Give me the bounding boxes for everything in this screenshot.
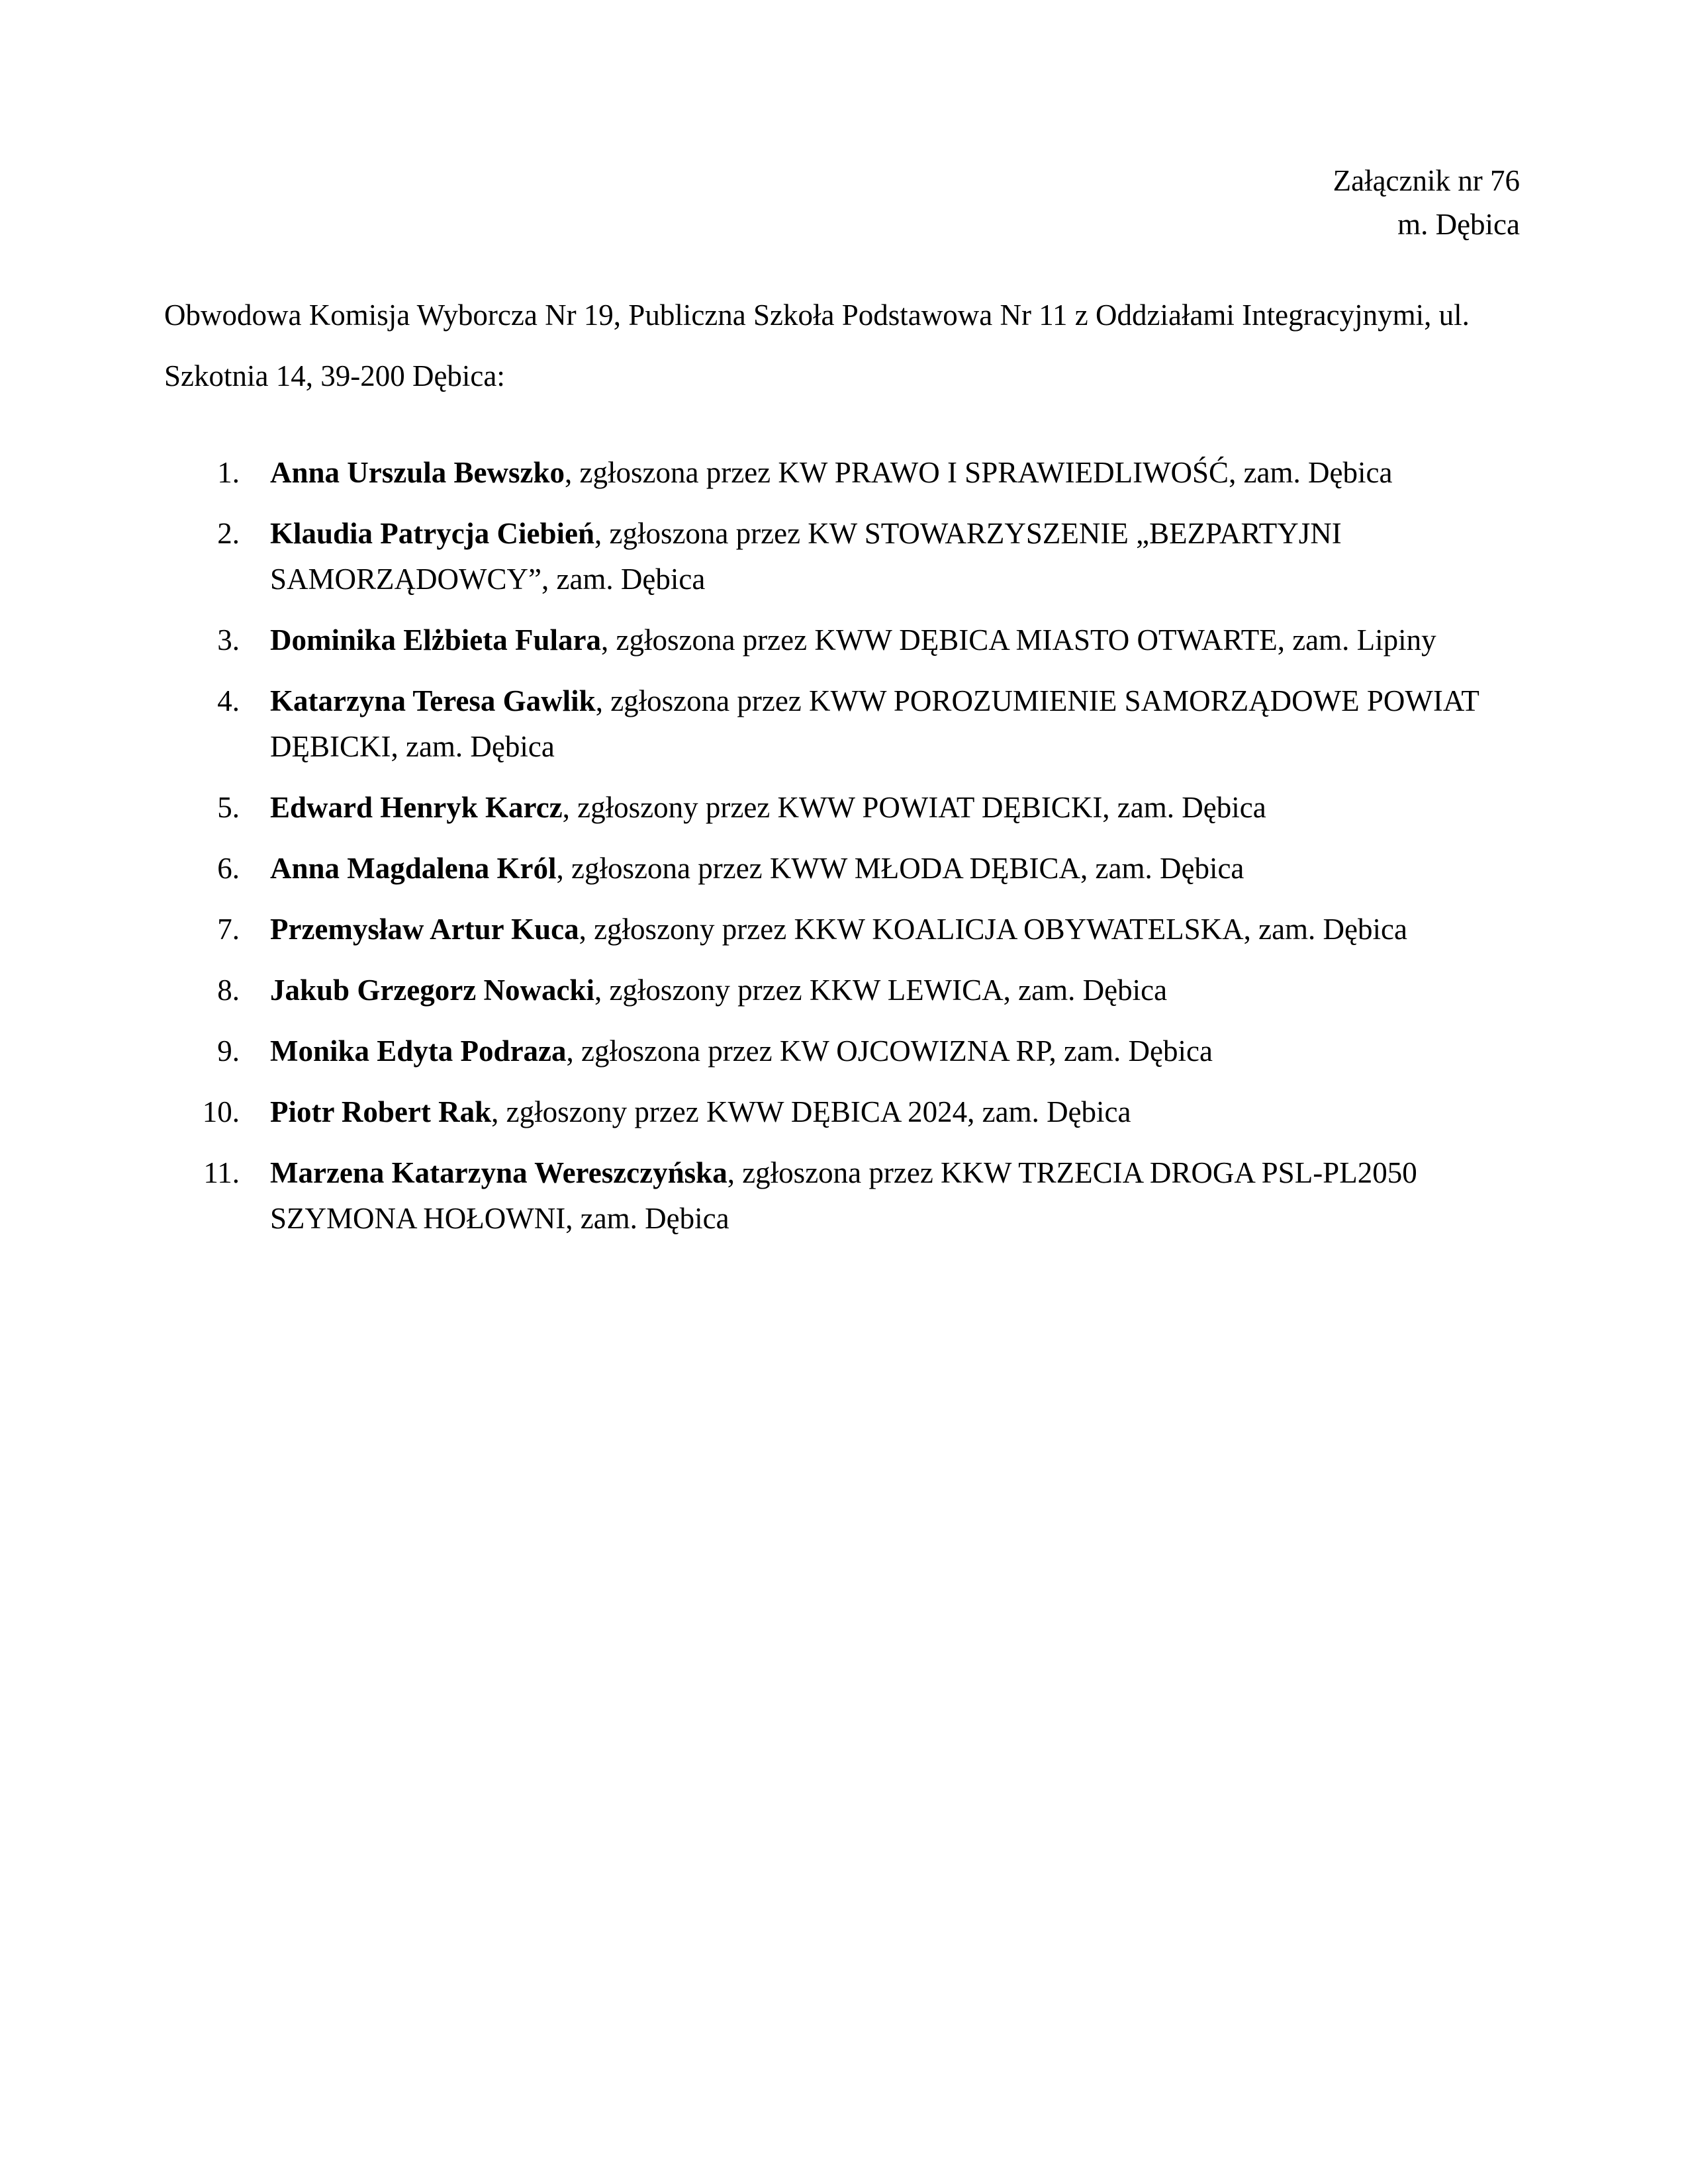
member-name: Przemysław Artur Kuca	[270, 913, 579, 946]
attachment-header	[1333, 159, 1520, 246]
member-details: , zgłoszona przez KKW TRZECIA DROGA PSL-PL2050 SZYMONA HOŁOWNI, zam. Dębica	[270, 1156, 1417, 1235]
list-item	[164, 1028, 1528, 1074]
list-item	[164, 968, 1528, 1013]
member-details: , zgłoszona przez KWW DĘBICA MIASTO OTWARTE, zam. Lipiny	[601, 623, 1436, 657]
list-item	[164, 678, 1528, 770]
list-item	[164, 617, 1528, 663]
list-item-number: 6.	[217, 852, 240, 885]
list-item-number: 9.	[217, 1034, 240, 1068]
list-item	[164, 785, 1528, 831]
member-details: , zgłoszona przez KWW POROZUMIENIE SAMORZĄDOWE POWIAT DĘBICKI, zam. Dębica	[270, 684, 1479, 763]
member-name: Jakub Grzegorz Nowacki	[270, 974, 594, 1007]
member-name: Monika Edyta Podraza	[270, 1034, 567, 1068]
list-item-number: 3.	[217, 623, 240, 657]
member-details: , zgłoszona przez KW STOWARZYSZENIE „BEZPARTYJNI SAMORZĄDOWCY”, zam. Dębica	[270, 517, 1342, 596]
member-list	[164, 450, 1528, 1257]
member-name: Klaudia Patrycja Ciebień	[270, 517, 594, 550]
member-details: , zgłoszona przez KWW MŁODA DĘBICA, zam. Dębica	[556, 852, 1244, 885]
list-item-number: 10.	[202, 1095, 240, 1128]
member-details: , zgłoszony przez KWW POWIAT DĘBICKI, zam. Dębica	[562, 791, 1266, 824]
member-name: Marzena Katarzyna Wereszczyńska	[270, 1156, 727, 1189]
attachment-number: Załącznik nr 76	[1333, 164, 1520, 197]
list-item-number: 4.	[217, 684, 240, 717]
list-item	[164, 511, 1528, 602]
member-details: , zgłoszona przez KW PRAWO I SPRAWIEDLIWOŚĆ, zam. Dębica	[565, 456, 1393, 489]
commission-intro: Obwodowa Komisja Wyborcza Nr 19, Publiczna Szkoła Podstawowa Nr 11 z Oddziałami Integracyjnymi, ul. Szkotnia 14, 39-200 Dębica:	[164, 298, 1470, 392]
member-name: Anna Urszula Bewszko	[270, 456, 565, 489]
list-item-number: 7.	[217, 913, 240, 946]
attachment-city: m. Dębica	[1397, 208, 1520, 241]
member-name: Edward Henryk Karcz	[270, 791, 563, 824]
member-details: , zgłoszony przez KKW LEWICA, zam. Dębica	[594, 974, 1168, 1007]
member-name: Piotr Robert Rak	[270, 1095, 492, 1128]
member-details: , zgłoszona przez KW OJCOWIZNA RP, zam. Dębica	[566, 1034, 1213, 1068]
member-name: Dominika Elżbieta Fulara	[270, 623, 602, 657]
list-item	[164, 450, 1528, 496]
member-details: , zgłoszony przez KWW DĘBICA 2024, zam. Dębica	[491, 1095, 1131, 1128]
list-item-number: 5.	[217, 791, 240, 824]
list-item	[164, 846, 1528, 891]
list-item-number: 11.	[203, 1156, 240, 1189]
list-item	[164, 1150, 1528, 1242]
member-name: Anna Magdalena Król	[270, 852, 557, 885]
list-item-number: 2.	[217, 517, 240, 550]
member-details: , zgłoszony przez KKW KOALICJA OBYWATELSKA, zam. Dębica	[579, 913, 1407, 946]
list-item	[164, 907, 1528, 952]
member-name: Katarzyna Teresa Gawlik	[270, 684, 596, 717]
list-item	[164, 1089, 1528, 1135]
list-item-number: 1.	[217, 456, 240, 489]
list-item-number: 8.	[217, 974, 240, 1007]
